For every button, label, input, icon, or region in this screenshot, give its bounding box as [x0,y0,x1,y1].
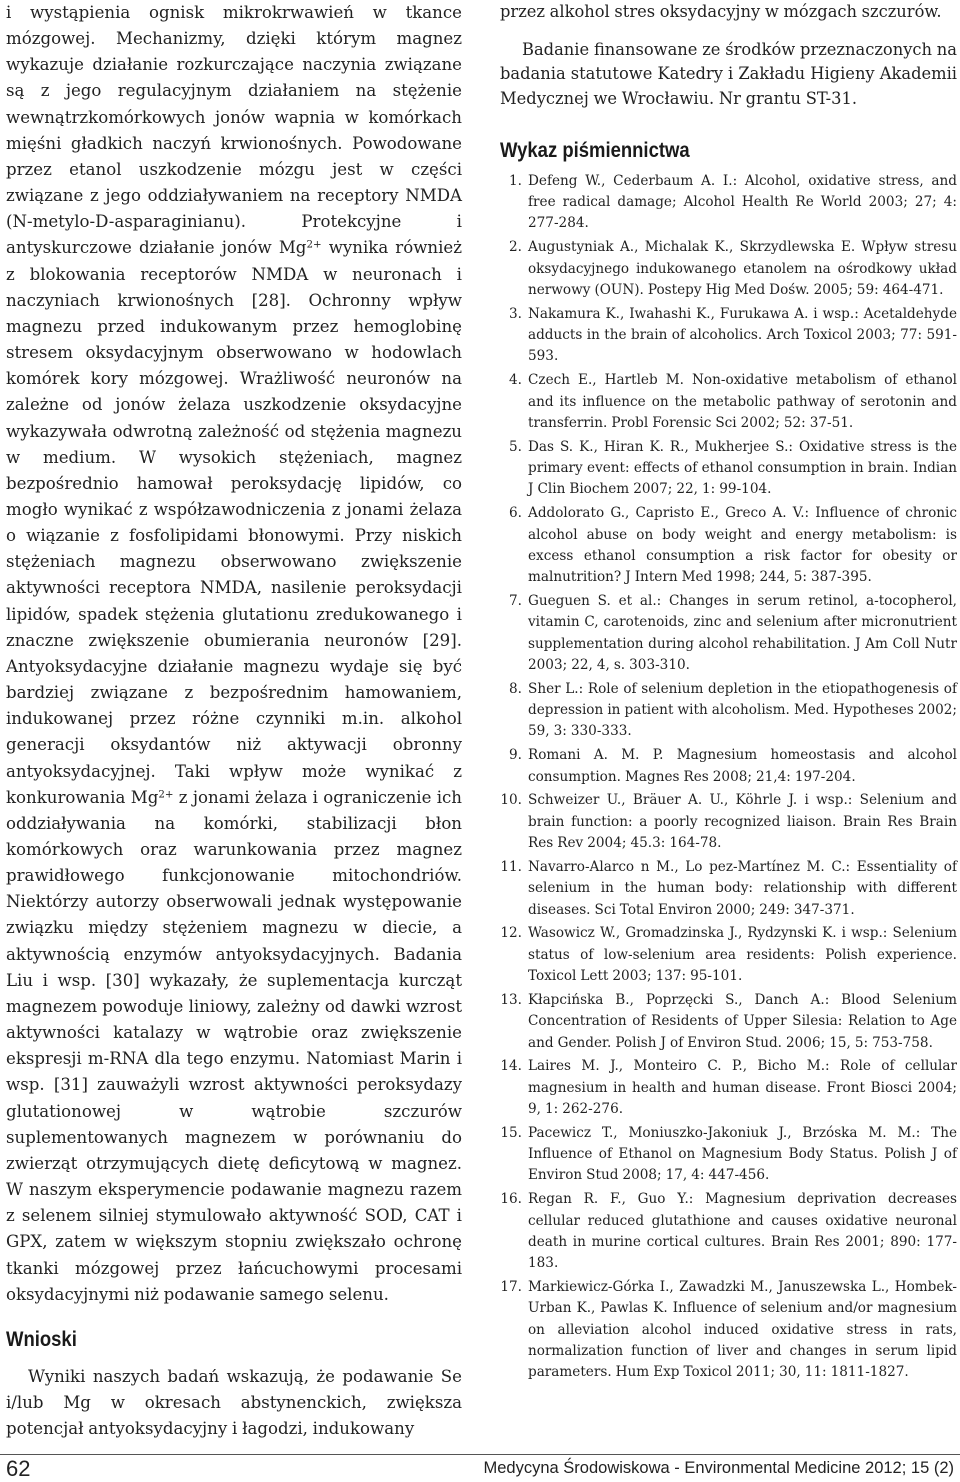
reference-number: 15. [500,1124,522,1141]
reference-item [500,1189,957,1274]
reference-item [500,1277,957,1383]
reference-number: 3. [509,305,522,322]
reference-number: 16. [500,1191,522,1208]
reference-text: Wasowicz W., Gromadzinska J., Rydzynski K. i wsp.: Selenium status of low-selenium area residents: Polish experience. Toxicol Lett 2003; 137: 95-101. [528,925,957,985]
reference-item [500,679,957,743]
reference-item [500,171,957,235]
reference-number: 9. [509,747,522,764]
reference-number: 14. [500,1058,522,1075]
reference-text: Kłapcińska B., Poprzęcki S., Danch A.: Blood Selenium Concentration of Residents of Upper Silesia: Relation to Age and Gender. Polish J of Environ Stud. 2006; 15, 5: 753-758. [528,991,957,1051]
reference-item [500,370,957,434]
left-column [6,0,462,1442]
reference-number: 1. [509,172,522,189]
reference-number: 5. [509,438,522,455]
funding-note: Badanie finansowane ze środków przeznaczonych na badania statutowe Katedry i Zakładu Higieny Akademii Medycznej we Wrocławiu. Nr grantu ST-31. [500,40,957,108]
reference-item [500,1056,957,1120]
reference-item [500,1123,957,1187]
reference-item [500,990,957,1054]
reference-item [500,745,957,788]
reference-item [500,591,957,676]
reference-text: Czech E., Hartleb M. Non-oxidative metabolism of ethanol and its influence on the metabolic pathway of serotonin and transferrin. Probl Forensic Sci 2002; 52: 37-51. [528,372,957,431]
reference-text: Romani A. M. P. Magnesium homeostasis and alcohol consumption. Magnes Res 2008; 21,4: 197-204. [528,747,957,785]
reference-text: Addolorato G., Capristo E., Greco A. V.: Influence of chronic alcohol abuse on body weight and energy metabolism: is excess ethanol consumption a risk factor for obesity or malnutrition? J Intern Med 1998; 244, 5: 387-395. [528,505,957,586]
reference-number: 6. [509,505,522,522]
journal-citation: Medycyna Środowiskowa - Environmental Medicine 2012; 15 (2) [483,1459,954,1477]
reference-text: Navarro-Alarco n M., Lo pez-Martínez M. C.: Essentiality of selenium in the human body: relationship with different diseases. Sci Total Environ 2000; 249: 347-371. [528,858,957,918]
reference-text: Das S. K., Hiran K. R., Mukherjee S.: Oxidative stress is the primary event: effects of ethanol consumption in brain. Indian J Clin Biochem 2007; 22, 1: 99-104. [528,438,957,498]
reference-number: 11. [500,858,522,875]
conclusions-heading: Wnioski [6,1327,77,1351]
references-list [500,171,957,1384]
reference-text: Gueguen S. et al.: Changes in serum retinol, a-tocopherol, vitamin C, carotenoids, zinc and selenium after micronutrient supplementation during alcohol rehabilitation. J Am Coll Nutr 2003; 22, 4, s. 303-310. [528,593,957,673]
reference-text: Pacewicz T., Moniuszko-Jakoniuk J., Brzóska M. M.: The Influence of Ethanol on Magnesium Body Status. Polish J of Environ Stud 2008; 17, 4: 447-456. [528,1124,957,1184]
reference-number: 2. [509,239,522,256]
reference-number: 8. [509,680,522,697]
reference-text: Defeng W., Cederbaum A. I.: Alcohol, oxidative stress, and free radical damage; Alcohol Health Re World 2003; 27; 4: 277-284. [528,172,957,232]
right-column [500,0,957,1386]
reference-text: Nakamura K., Iwahashi K., Furukawa A. i wsp.: Acetaldehyde adducts in the brain of alcoholics. Arch Toxicol 2003; 77: 591-593. [528,305,957,365]
reference-number: 17. [500,1279,522,1296]
reference-text: Regan R. F., Guo Y.: Magnesium deprivation decreases cellular reduced glutathione and causes oxidative neuronal death in murine cortical cultures. Brain Res 2001; 890: 177-183. [528,1191,957,1272]
reference-text: Laires M. J., Monteiro C. P., Bicho M.: Role of cellular magnesium in health and human disease. Front Biosci 2004; 9, 1: 262-276. [528,1058,957,1117]
reference-number: 4. [509,372,522,389]
reference-item [500,790,957,854]
reference-item [500,237,957,301]
reference-number: 13. [500,991,522,1008]
reference-text: Schweizer U., Bräuer A. U., Köhrle J. i wsp.: Selenium and brain function: a poorly recognized liaison. Brain Res Brain Res Rev 2004; 45.3: 164-78. [528,792,957,852]
reference-item [500,503,957,588]
reference-number: 12. [500,925,522,942]
reference-item [500,923,957,987]
reference-text: Sher L.: Role of selenium depletion in the etiopathogenesis of depression in patient with alcoholism. Med. Hypotheses 2002; 59, 3: 330-333. [528,680,957,740]
page-number: 62 [6,1456,31,1481]
reference-text: Markiewicz-Górka I., Zawadzki M., Januszewska L., Hombek-Urban K., Pawlas K. Influence of selenium and/or magnesium on alleviation alcohol induced oxidative stress in rats, normalization function of liver and changes in serum lipid parameters. Hum Exp Toxicol 2011; 30, 11: 1811-1827. [528,1279,957,1381]
reference-item [500,857,957,921]
footer-divider [0,1454,960,1455]
references-heading: Wykaz piśmiennictwa [500,138,690,162]
conclusions-paragraph: Wyniki naszych badań wskazują, że podawanie Se i/lub Mg w okresach abstynenckich, zwiększa potencjał antyoksydacyjny i łagodzi, indukowany [6,1366,462,1439]
reference-item [500,304,957,368]
reference-number: 10. [500,792,522,809]
body-paragraph: i wystąpienia ognisk mikrokrwawień w tkance mózgowej. Mechanizmy, dzięki którym magnez wykazuje działanie rozkurczające naczynia związane są z jego regulacyjnym działaniem na stężenie wewnątrzkomórkowych jonów wapnia w komórkach mięśni gładkich naczyń krwionośnych. Powodowane przez etanol uszkodzenie mózgu jest w części związane z jego oddziaływaniem na receptory NMDA (N-metylo-D-asparaginianu). Protekcyjne i antyskurczowe działanie jonów $Mg^{2+}$ wynika również z blokowania receptorów NMDA w neuronach i naczyniach krwionośnych [28]. Ochronny wpływ magnezu przed indukowanym przez hemoglobinę stresem oksydacyjnym obserwowano w hodowlach komórek kory mózgowej. Wrażliwość neuronów na zależne od jonów żelaza uszkodzenie oksydacyjne wykazywała odwrotną zależność od stężenia magnezu w medium. W wysokich stężeniach, magnez bezpośrednio hamował peroksydację lipidów, co mogło wynikać z współzawodniczenia z jonami żelaza o wiązanie z fosfolipidami błonowymi. Przy niskich stężeniach magnezu obserwowano zwiększenie aktywności receptora NMDA, nasilenie peroksydacji lipidów, spadek stężenia glutationu zredukowanego i znaczne zwiększenie obumierania neuronów [29]. Antyoksydacyjne działanie magnezu wydaje się być bardziej związane z bezpośrednim hamowaniem, indukowanej przez różne czynniki m.in. alkohol generacji oksydantów niż aktywacji obronny antyoksydacyjnej. Taki wpływ może wynikać z konkurowania $Mg^{2+}$ z jonami żelaza i ograniczenie ich oddziaływania na komórki, stabilizacji błon komórkowych oraz warunkowania przez magnez prawidłowego funkcjonowanie mitochondriów. Niektórzy autorzy obserwowali jednak występowanie związku między stężeniem magnezu w diecie, a aktywnością enzymów antyoksydacyjnych. Badania Liu i wsp. [30] wykazały, że suplementacja kurcząt magnezem powoduje liniowy, zależny od dawki wzrost aktywności katalazy w wątrobie oraz zwiększenie ekspresji m-RNA dla tego enzymu. Natomiast Marin i wsp. [31] zauważyli wzrost aktywności peroksydazy glutationowej w wątrobie szczurów suplementowanych magnezem w porównaniu do zwierząt otrzymujących dietę deficytową w magnez. W naszym eksperymencie podawanie magnezu razem z selenem silniej stymulowało aktywność SOD, CAT i GPX, zatem w większym stopniu zwiększało ochronę tkanki mózgowej przez łańcuchowymi procesami oksydacyjnymi niż podawanie samego selenu. [6,3,462,1304]
reference-number: 7. [509,593,522,610]
continued-paragraph: przez alkohol stres oksydacyjny w mózgach szczurów. [500,2,942,21]
reference-text: Augustyniak A., Michalak K., Skrzydlewska E. Wpływ stresu oksydacyjnego indukowanego etanolem na ośrodkowy układ nerwowy (OUN). Postepy Hig Med Dośw. 2005; 59: 464-471. [528,239,957,298]
reference-item [500,437,957,501]
